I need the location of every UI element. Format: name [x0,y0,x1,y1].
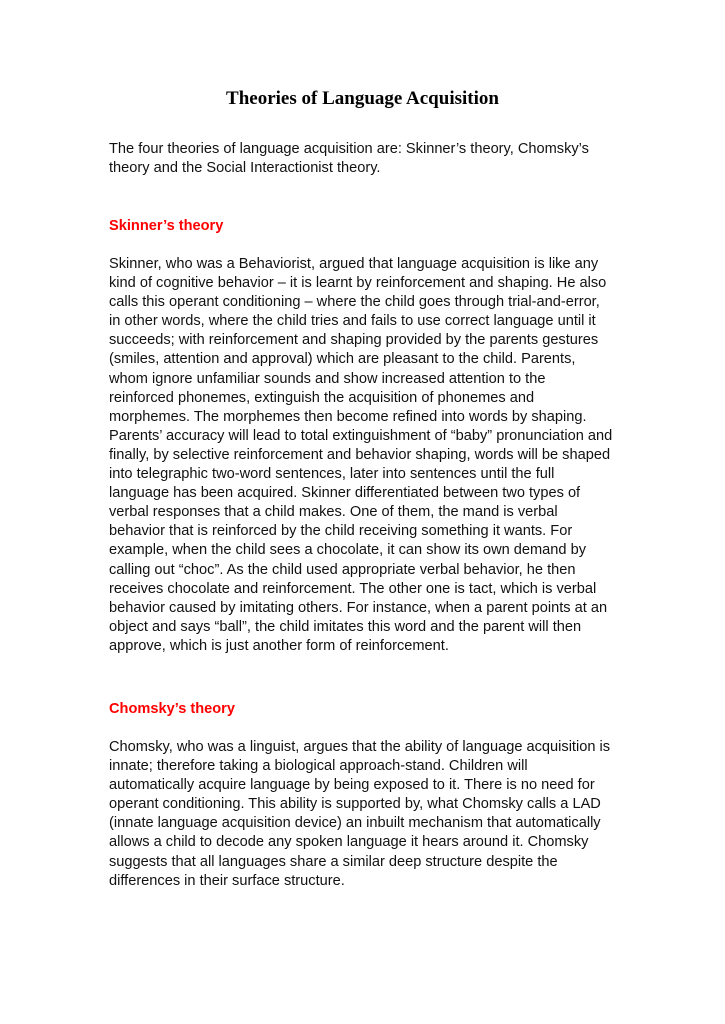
paragraph-line: allows a child to decode any spoken language it hears around it. Chomsky [109,834,589,851]
section-heading-skinner: Skinner’s theory [109,218,224,234]
document-title: Theories of Language Acquisition [226,88,499,109]
paragraph-line: innate; therefore taking a biological approach-stand. Children will [109,758,528,775]
paragraph-line: kind of cognitive behavior – it is learnt by reinforcement and shaping. He also [109,275,607,292]
paragraph-line: (innate language acquisition device) an inbuilt mechanism that automatically [109,815,601,832]
paragraph-line: language has been acquired. Skinner differentiated between two types of [109,485,581,502]
paragraph-line: suggests that all languages share a similar deep structure despite the [109,853,558,870]
paragraph-line: finally, by selective reinforcement and behavior shaping, words will be shaped [109,446,611,463]
paragraph-line: into telegraphic two-word sentences, later into sentences until the full [109,466,555,483]
paragraph-line: succeeds; with reinforcement and shaping provided by the parents gestures [109,332,599,349]
paragraph-line: morphemes. The morphemes then become refined into words by shaping. [109,408,587,425]
paragraph-line: object and says “ball”, the child imitates this word and the parent will then [109,618,582,635]
paragraph-line: operant conditioning. This ability is supported by, what Chomsky calls a LAD [109,796,601,813]
paragraph-line: approve, which is just another form of reinforcement. [109,637,449,654]
paragraph-line: reinforced phonemes, extinguish the acquisition of phonemes and [109,389,535,406]
paragraph-line: calls this operant conditioning – where the child goes through trial-and-error, [109,294,600,311]
chomsky-paragraph [109,738,629,891]
paragraph-line: receives chocolate and reinforcement. The other one is tact, which is verbal [109,580,597,597]
paragraph-line: in other words, where the child tries and fails to use correct language until it [109,313,596,330]
paragraph-line: calling out “choc”. As the child used appropriate verbal behavior, he then [109,561,576,578]
paragraph-line: whom ignore unfamiliar sounds and show increased attention to the [109,370,546,387]
paragraph-line: behavior that is reinforced by the child receiving something it wants. For [109,523,573,540]
paragraph-line: Chomsky, who was a linguist, argues that the ability of language acquisition is [109,739,611,755]
intro-line: The four theories of language acquisition are: Skinner’s theory, Chomsky’s [109,141,589,157]
paragraph-line: behavior caused by imitating others. For instance, when a parent points at an [109,599,608,616]
paragraph-line: automatically acquire language by being exposed to it. There is no need for [109,777,595,794]
intro-line: theory and the Social Interactionist theory. [109,160,381,177]
skinner-paragraph [109,255,629,656]
paragraph-line: example, when the child sees a chocolate, it can show its own demand by [109,542,586,559]
paragraph-line: Parents’ accuracy will lead to total extinguishment of “baby” pronunciation and [109,427,613,444]
paragraph-line: Skinner, who was a Behaviorist, argued that language acquisition is like any [109,256,599,272]
paragraph-line: verbal responses that a child makes. One of them, the mand is verbal [109,504,558,521]
paragraph-line: (smiles, attention and approval) which are pleasant to the child. Parents, [109,351,576,368]
paragraph-line: differences in their surface structure. [109,872,345,889]
section-heading-chomsky: Chomsky’s theory [109,701,235,717]
intro-paragraph [109,140,629,178]
